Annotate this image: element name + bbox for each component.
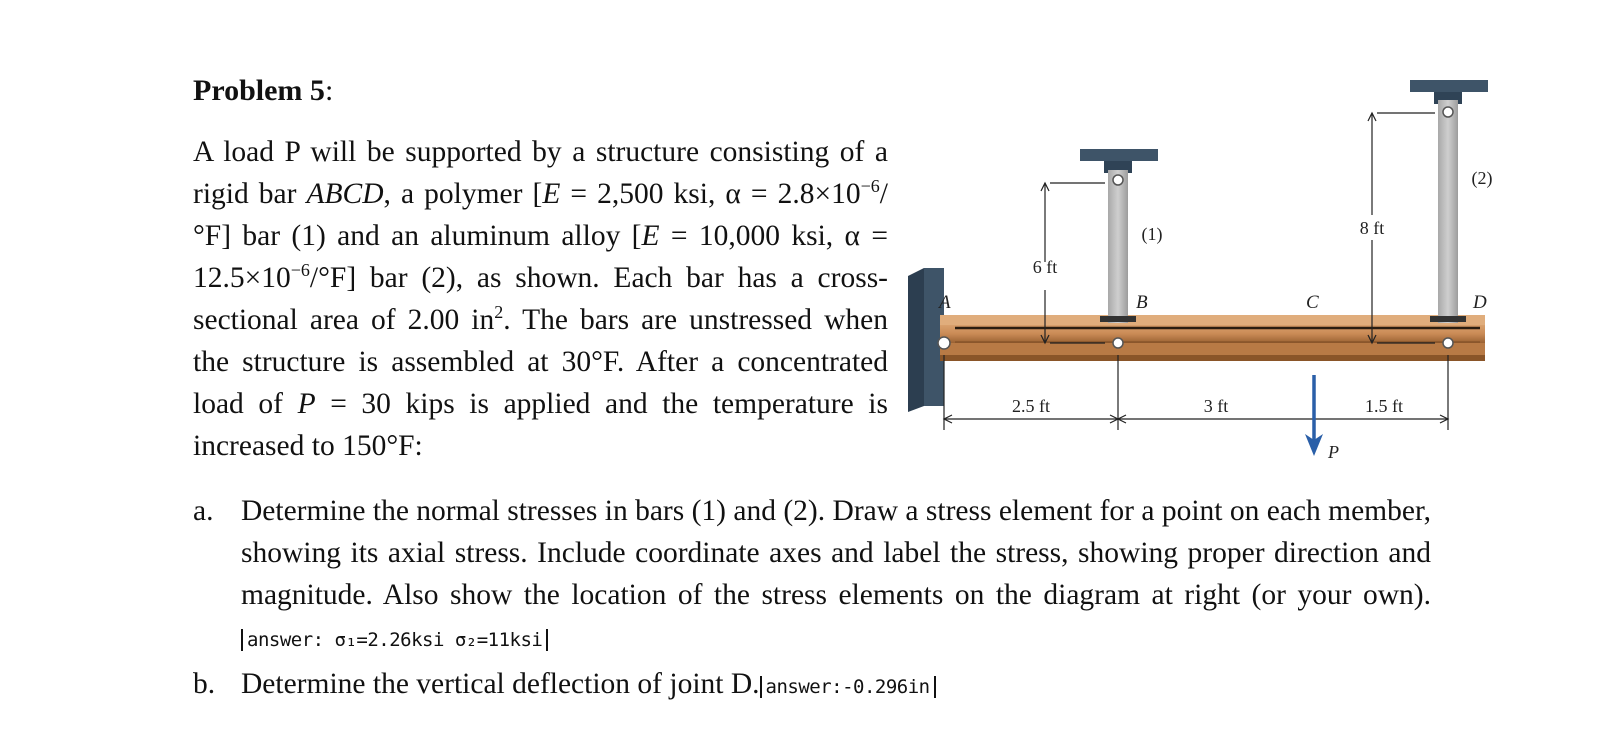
bar-2-label: (2): [1471, 168, 1493, 188]
rigid-bar-abcd: [940, 315, 1485, 361]
question-b-label: b.: [193, 668, 216, 700]
intro-text-1: A load P will be supported by a structure consisting of a rigid bar: [193, 136, 888, 210]
rigid-bar-name: ABCD: [306, 178, 384, 210]
intro-text-8: = 30 kips is applied and the temperature is increased to 150°F:: [193, 388, 888, 462]
problem-statement: [193, 131, 888, 467]
span-cd-label: 1.5 ft: [1365, 396, 1403, 416]
modulus-symbol-1: E: [542, 178, 561, 210]
question-b-text: Determine the vertical deflection of joint D.: [241, 668, 760, 700]
exponent-2: −6: [290, 260, 310, 281]
pin-b-bottom: [1113, 338, 1123, 348]
point-c-label: C: [1306, 292, 1319, 313]
bar-2-length-label: 8 ft: [1359, 218, 1385, 238]
point-d-label: D: [1473, 292, 1487, 313]
structure-diagram: [900, 70, 1540, 480]
intro-text-3: = 2,500 ksi, α = 2.8×10: [560, 178, 861, 210]
span-bc-label: 3 ft: [1203, 396, 1229, 416]
load-symbol: P: [297, 388, 316, 420]
span-dimensions: [944, 355, 1448, 430]
pin-a: [938, 337, 950, 349]
question-a-answer: answer: σ₁=2.26ksi σ₂=11ksi: [241, 629, 548, 651]
question-b-answer: answer:-0.296in: [760, 676, 936, 698]
problem-title: [193, 74, 333, 108]
bar-1-length-label: 6 ft: [1032, 257, 1058, 277]
point-a-label: A: [939, 292, 951, 313]
load-p-arrow: [1305, 375, 1323, 456]
intro-text-2: , a polymer [: [383, 178, 543, 210]
exponent-3: 2: [494, 302, 504, 323]
bar-1-label: (1): [1141, 224, 1163, 244]
span-ab-label: 2.5 ft: [1012, 396, 1050, 416]
problem-title-colon: :: [324, 74, 334, 107]
intro-text-7: . The bars are unstressed when the structure is assembled at 30°F. After a concentrated load of: [193, 304, 888, 420]
question-a-text-block: [241, 490, 1431, 661]
intro-text-5: = 10,000 ksi, α = 12.5×10: [193, 220, 888, 294]
exponent-1: −6: [860, 176, 880, 197]
intro-text-6: /°F] bar (2), as shown. Each bar has a cross-sectional area of 2.00 in: [193, 262, 888, 336]
intro-text-4: /°F] bar (1) and an aluminum alloy [: [193, 178, 888, 252]
problem-title-text: Problem 5: [193, 74, 325, 107]
question-b-text-block: [241, 663, 1431, 708]
pin-d-bottom: [1443, 338, 1453, 348]
bar-2: [1410, 80, 1488, 323]
point-b-label: B: [1136, 292, 1148, 313]
load-p-label: P: [1328, 442, 1339, 462]
question-a-label: a.: [193, 495, 214, 527]
question-a-text: Determine the normal stresses in bars (1) and (2). Draw a stress element for a point on each member, showing its axial stress. Include coordinate axes and label the stress, showing proper direction and magnitude. Also show the location of the stress elements on the diagram at right (or your own).: [241, 495, 1431, 611]
modulus-symbol-2: E: [641, 220, 660, 252]
